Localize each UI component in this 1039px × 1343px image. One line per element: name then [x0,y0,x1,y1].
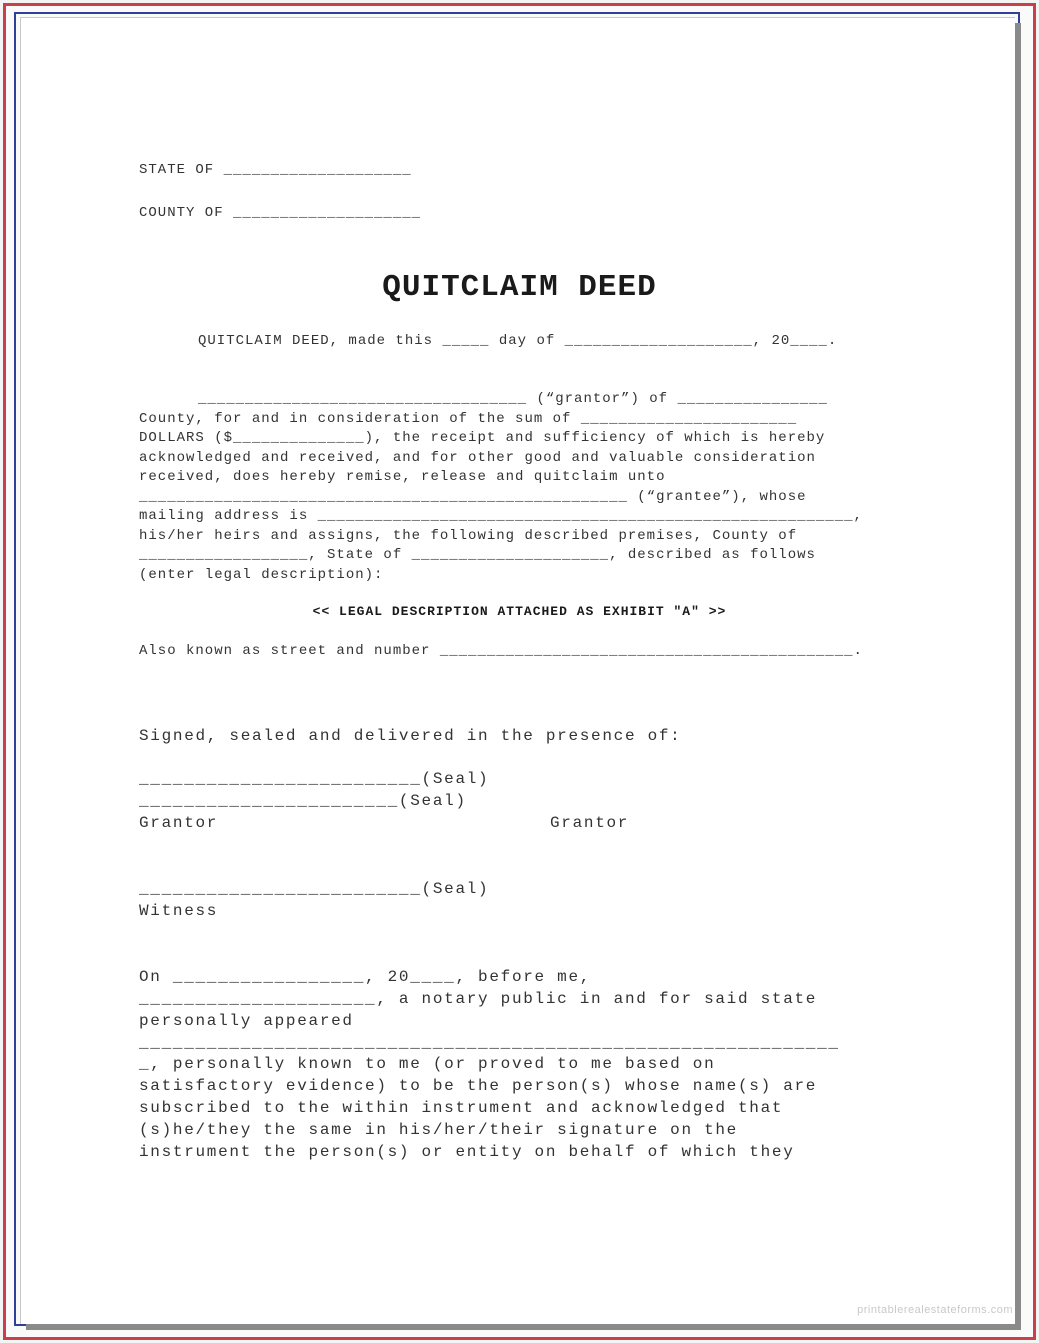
notary-line: On _________________, 20____, before me, [139,968,592,986]
ack-line: (s)he/they the same in his/her/their signature on the [139,1121,738,1139]
signed-line: Signed, sealed and delivered in the presence of: [139,727,682,745]
body-line: (enter legal description): [139,567,384,583]
grantor-seal-line-1: _________________________(Seal) [139,770,490,788]
body-line: County, for and in consideration of the sum of _______________________ [139,411,798,427]
witness-seal-line: _________________________(Seal) [139,880,490,898]
watermark: printablerealestateforms.com [857,1304,1013,1316]
document-title: QUITCLAIM DEED [382,270,657,305]
witness-label: Witness [139,902,219,920]
body-line: __________________, State of _____________________, described as follows [139,547,816,563]
county-line: COUNTY OF ____________________ [139,205,422,221]
exhibit-notice: << LEGAL DESCRIPTION ATTACHED AS EXHIBIT "A" >> [312,604,727,619]
ack-line: subscribed to the within instrument and acknowledged that [139,1099,784,1117]
body-line: ____________________________________________________ (“grantee”), whose [139,489,807,505]
body-line: received, does hereby remise, release and quitclaim unto [139,469,666,485]
grantor-label-right: Grantor [550,814,630,832]
made-line: QUITCLAIM DEED, made this _____ day of ____________________, 20____. [198,333,838,349]
notary-line: _____________________, a notary public in and for said state [139,990,818,1008]
ack-line: instrument the person(s) or entity on behalf of which they [139,1143,795,1161]
ack-line: _, personally known to me (or proved to me based on [139,1055,716,1073]
grantor-label-left: Grantor [139,814,219,832]
body-line: mailing address is _________________________________________________________, [139,508,863,524]
ack-line: satisfactory evidence) to be the person(s) whose name(s) are [139,1077,818,1095]
street-line: Also known as street and number ____________________________________________. [139,643,863,659]
state-line: STATE OF ____________________ [139,162,412,178]
body-line: acknowledged and received, and for other good and valuable consideration [139,450,816,466]
notary-line: personally appeared [139,1012,354,1030]
body-line: his/her heirs and assigns, the following described premises, County of [139,528,798,544]
body-line: DOLLARS ($______________), the receipt and sufficiency of which is hereby [139,430,826,446]
ack-line: ______________________________________________________________ [139,1034,840,1052]
body-line: ___________________________________ (“grantor”) of ________________ [198,391,828,407]
grantor-seal-line-2: _______________________(Seal) [139,792,467,810]
